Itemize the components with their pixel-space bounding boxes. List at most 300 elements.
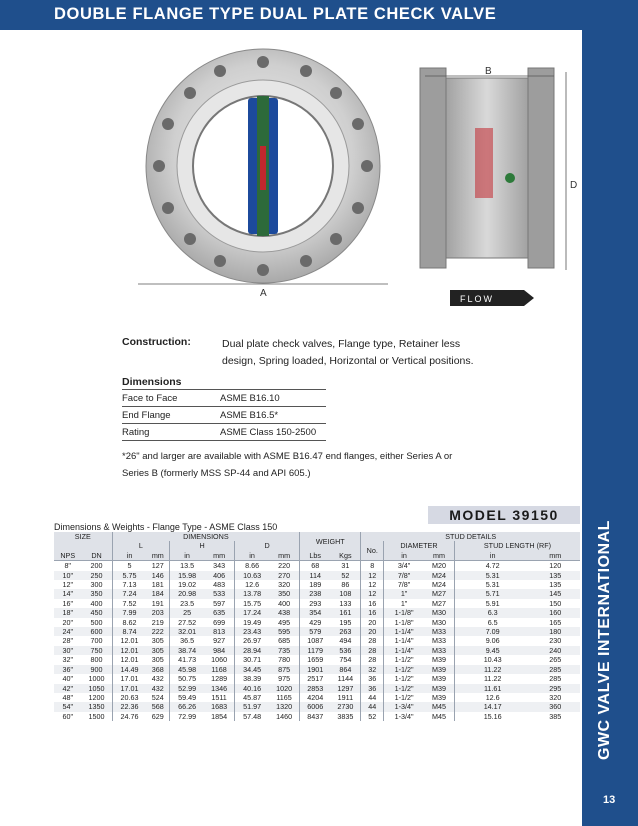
table-cell: 263 <box>330 627 361 636</box>
table-row <box>54 655 580 664</box>
table-cell: 14" <box>54 589 81 598</box>
page-title: DOUBLE FLANGE TYPE DUAL PLATE CHECK VALVE <box>54 5 497 23</box>
table-cell: 161 <box>330 608 361 617</box>
dimension-label-a: A <box>260 288 267 299</box>
table-cell: 1511 <box>204 693 235 702</box>
table-cell: 927 <box>204 636 235 645</box>
table-cell: 8 <box>361 561 384 571</box>
table-cell: 495 <box>269 618 300 627</box>
table-cell: 494 <box>330 636 361 645</box>
table-cell: 24" <box>54 627 81 636</box>
side-band <box>582 0 638 826</box>
table-cell: 400 <box>269 599 300 608</box>
table-cell: 5.91 <box>454 599 530 608</box>
table-cell: 735 <box>269 646 300 655</box>
table-cell: 40" <box>54 674 81 683</box>
table-cell: 524 <box>146 693 169 702</box>
column-header: mm <box>204 551 235 561</box>
table-cell: 8.66 <box>235 561 269 571</box>
table-cell: 285 <box>531 665 581 674</box>
table-cell: 1346 <box>204 684 235 693</box>
table-cell: 66.26 <box>170 702 204 711</box>
table-cell: 8.74 <box>112 627 146 636</box>
table-row <box>54 561 580 571</box>
table-cell: 222 <box>146 627 169 636</box>
table-cell: 27.52 <box>170 618 204 627</box>
table-cell: 135 <box>531 580 581 589</box>
table-cell: 18" <box>54 608 81 617</box>
table-cell: 350 <box>269 589 300 598</box>
table-cell: M24 <box>424 580 454 589</box>
table-cell: 54" <box>54 702 81 711</box>
table-cell: 579 <box>300 627 331 636</box>
column-header: in <box>384 551 425 561</box>
column-header: DN <box>81 551 112 561</box>
table-cell: 40.16 <box>235 684 269 693</box>
standards-table <box>122 389 326 441</box>
header-blank <box>54 541 112 550</box>
table-cell: 984 <box>204 646 235 655</box>
standards-key: Rating <box>122 424 220 441</box>
front-view <box>138 49 388 299</box>
construction-text: Dual plate check valves, Flange type, Retainer less design, Spring loaded, Horizontal or Vertical positions. <box>222 338 474 367</box>
table-cell: 400 <box>81 599 112 608</box>
table-cell: 568 <box>146 702 169 711</box>
standards-row <box>122 407 326 424</box>
table-cell: 32.01 <box>170 627 204 636</box>
table-cell: 1-1/2" <box>384 655 425 664</box>
table-cell: 350 <box>81 589 112 598</box>
table-cell: 230 <box>531 636 581 645</box>
table-cell: 5.31 <box>454 571 530 580</box>
table-cell: 41.73 <box>170 655 204 664</box>
table-cell: 180 <box>531 627 581 636</box>
column-header: mm <box>146 551 169 561</box>
table-row <box>54 618 580 627</box>
dimensions-title: Dimensions <box>122 376 182 388</box>
table-cell: 1320 <box>269 702 300 711</box>
table-cell: 7/8" <box>384 580 425 589</box>
table-cell: 500 <box>81 618 112 627</box>
column-header: in <box>454 551 530 561</box>
column-header: NPS <box>54 551 81 561</box>
table-cell: M39 <box>424 693 454 702</box>
table-row <box>54 580 580 589</box>
table-cell: 10" <box>54 571 81 580</box>
standards-row <box>122 424 326 441</box>
table-cell: M39 <box>424 655 454 664</box>
table-cell: 1-1/4" <box>384 636 425 645</box>
table-cell: 57.48 <box>235 712 269 721</box>
header-stud-no: No. <box>361 541 384 560</box>
table-cell: 1020 <box>269 684 300 693</box>
table-cell: M33 <box>424 646 454 655</box>
table-cell: 240 <box>531 646 581 655</box>
table-cell: 24.76 <box>112 712 146 721</box>
table-cell: 1168 <box>204 665 235 674</box>
table-cell: 16 <box>361 599 384 608</box>
table-cell: 360 <box>531 702 581 711</box>
table-cell: 38.74 <box>170 646 204 655</box>
table-cell: 1-1/8" <box>384 618 425 627</box>
table-row <box>54 646 580 655</box>
table-cell: 900 <box>81 665 112 674</box>
table-cell: 1000 <box>81 674 112 683</box>
header-band <box>0 0 582 30</box>
table-cell: 32 <box>361 665 384 674</box>
table-cell: 135 <box>531 571 581 580</box>
table-cell: 429 <box>300 618 331 627</box>
header-weight: WEIGHT <box>300 532 361 551</box>
model-badge: MODEL 39150 <box>428 506 580 524</box>
table-cell: 432 <box>146 674 169 683</box>
table-cell: 1683 <box>204 702 235 711</box>
table-row <box>54 693 580 702</box>
dimension-label-b: B <box>485 66 492 77</box>
table-cell: 1911 <box>330 693 361 702</box>
table-cell: 1659 <box>300 655 331 664</box>
table-cell: 4.72 <box>454 561 530 571</box>
table-row <box>54 712 580 721</box>
table-row <box>54 599 580 608</box>
standards-value: ASME B16.10 <box>220 390 326 407</box>
table-cell: 1-1/2" <box>384 665 425 674</box>
table-cell: 189 <box>300 580 331 589</box>
table-cell: 875 <box>269 665 300 674</box>
table-cell: 44 <box>361 702 384 711</box>
table-cell: 36 <box>361 684 384 693</box>
table-cell: 219 <box>146 618 169 627</box>
table-cell: 12.6 <box>235 580 269 589</box>
table-cell: 8.62 <box>112 618 146 627</box>
table-cell: M33 <box>424 636 454 645</box>
brand-name: GWC VALVE INTERNATIONAL <box>596 520 613 760</box>
table-cell: 60" <box>54 712 81 721</box>
table-cell: 1050 <box>81 684 112 693</box>
table-cell: 203 <box>146 608 169 617</box>
table-cell: 30.71 <box>235 655 269 664</box>
table-cell: 1-1/4" <box>384 627 425 636</box>
table-cell: 343 <box>204 561 235 571</box>
table-cell: 780 <box>269 655 300 664</box>
table-cell: 293 <box>300 599 331 608</box>
table-cell: 595 <box>269 627 300 636</box>
table-row <box>54 674 580 683</box>
column-header: mm <box>531 551 581 561</box>
table-cell: 150 <box>531 599 581 608</box>
table-cell: 1460 <box>269 712 300 721</box>
table-cell: 354 <box>300 608 331 617</box>
column-header: Lbs <box>300 551 331 561</box>
table-cell: 1060 <box>204 655 235 664</box>
table-row <box>54 608 580 617</box>
table-cell: 750 <box>81 646 112 655</box>
table-cell: 270 <box>269 571 300 580</box>
table-cell: 15.16 <box>454 712 530 721</box>
table-cell: M45 <box>424 712 454 721</box>
table-cell: 8" <box>54 561 81 571</box>
table-cell: 305 <box>146 655 169 664</box>
table-cell: 1350 <box>81 702 112 711</box>
table-cell: 1-1/2" <box>384 674 425 683</box>
table-cell: 133 <box>330 599 361 608</box>
table-cell: 629 <box>146 712 169 721</box>
table-cell: 11.22 <box>454 674 530 683</box>
column-units-row <box>54 551 580 561</box>
column-header: in <box>170 551 204 561</box>
table-cell: 406 <box>204 571 235 580</box>
table-row <box>54 636 580 645</box>
table-cell: 17.24 <box>235 608 269 617</box>
table-cell: 14.49 <box>112 665 146 674</box>
table-cell: 975 <box>269 674 300 683</box>
table-cell: 385 <box>531 712 581 721</box>
column-header: in <box>235 551 269 561</box>
table-cell: 165 <box>531 618 581 627</box>
table-caption: Dimensions & Weights - Flange Type - ASME Class 150 <box>54 522 278 532</box>
side-view <box>420 66 577 306</box>
table-cell: 1-1/2" <box>384 693 425 702</box>
table-cell: 120 <box>531 561 581 571</box>
page-number: 13 <box>603 794 616 806</box>
table-cell: 8437 <box>300 712 331 721</box>
table-cell: 265 <box>531 655 581 664</box>
table-cell: 7.24 <box>112 589 146 598</box>
table-cell: 320 <box>269 580 300 589</box>
table-cell: 36 <box>361 674 384 683</box>
standards-row <box>122 390 326 407</box>
table-cell: 160 <box>531 608 581 617</box>
table-cell: 1289 <box>204 674 235 683</box>
standards-key: Face to Face <box>122 390 220 407</box>
table-cell: 184 <box>146 589 169 598</box>
table-cell: 108 <box>330 589 361 598</box>
table-cell: 36" <box>54 665 81 674</box>
table-cell: M30 <box>424 608 454 617</box>
table-cell: 285 <box>531 674 581 683</box>
table-cell: 813 <box>204 627 235 636</box>
table-cell: 12 <box>361 580 384 589</box>
table-cell: 1" <box>384 589 425 598</box>
table-cell: 12 <box>361 571 384 580</box>
table-cell: 7.99 <box>112 608 146 617</box>
table-cell: 20.98 <box>170 589 204 598</box>
table-row <box>54 571 580 580</box>
table-cell: 4204 <box>300 693 331 702</box>
flange-note: *26" and larger are available with ASME B16.47 end flanges, either Series A or Series B (formerly MSS SP-44 and API 605.) <box>122 451 453 479</box>
table-cell: 368 <box>146 665 169 674</box>
table-cell: 44 <box>361 693 384 702</box>
table-cell: 181 <box>146 580 169 589</box>
table-cell: 14.17 <box>454 702 530 711</box>
table-cell: 250 <box>81 571 112 580</box>
table-cell: 50.75 <box>170 674 204 683</box>
header-stud-length: STUD LENGTH (RF) <box>454 541 580 550</box>
table-cell: 86 <box>330 580 361 589</box>
table-cell: 300 <box>81 580 112 589</box>
table-cell: 11.61 <box>454 684 530 693</box>
table-cell: 68 <box>300 561 331 571</box>
valve-illustration <box>120 48 579 310</box>
table-cell: 48" <box>54 693 81 702</box>
table-cell: 5.75 <box>112 571 146 580</box>
table-cell: M45 <box>424 702 454 711</box>
table-cell: 699 <box>204 618 235 627</box>
table-cell: 1200 <box>81 693 112 702</box>
table-cell: 600 <box>81 627 112 636</box>
table-cell: 1901 <box>300 665 331 674</box>
table-cell: 114 <box>300 571 331 580</box>
table-cell: 28 <box>361 655 384 664</box>
table-cell: 20" <box>54 618 81 627</box>
table-cell: 72.99 <box>170 712 204 721</box>
table-cell: 45.87 <box>235 693 269 702</box>
table-cell: 536 <box>330 646 361 655</box>
table-cell: M20 <box>424 561 454 571</box>
table-cell: 1165 <box>269 693 300 702</box>
table-cell: 1500 <box>81 712 112 721</box>
table-cell: 238 <box>300 589 331 598</box>
table-cell: 195 <box>330 618 361 627</box>
table-cell: 31 <box>330 561 361 571</box>
table-cell: 432 <box>146 684 169 693</box>
table-cell: M30 <box>424 618 454 627</box>
table-cell: 30" <box>54 646 81 655</box>
table-cell: 200 <box>81 561 112 571</box>
table-cell: 38.39 <box>235 674 269 683</box>
table-cell: 42" <box>54 684 81 693</box>
table-cell: 2853 <box>300 684 331 693</box>
table-cell: 635 <box>204 608 235 617</box>
table-cell: 12.01 <box>112 655 146 664</box>
table-cell: M24 <box>424 571 454 580</box>
table-cell: 10.43 <box>454 655 530 664</box>
standards-key: End Flange <box>122 407 220 424</box>
header-dimensions: DIMENSIONS <box>112 532 300 541</box>
table-cell: 7.13 <box>112 580 146 589</box>
header-l: L <box>112 541 170 550</box>
construction-label: Construction: <box>122 336 191 348</box>
table-cell: 52 <box>361 712 384 721</box>
table-cell: 450 <box>81 608 112 617</box>
standards-value: ASME B16.5* <box>220 407 326 424</box>
table-cell: M39 <box>424 674 454 683</box>
table-cell: 9.06 <box>454 636 530 645</box>
table-cell: 2730 <box>330 702 361 711</box>
table-cell: 6.5 <box>454 618 530 627</box>
table-cell: 597 <box>204 599 235 608</box>
table-cell: 1" <box>384 599 425 608</box>
table-cell: 16" <box>54 599 81 608</box>
table-cell: 19.49 <box>235 618 269 627</box>
table-cell: 127 <box>146 561 169 571</box>
table-cell: 17.01 <box>112 684 146 693</box>
table-cell: 52.99 <box>170 684 204 693</box>
table-cell: 533 <box>204 589 235 598</box>
table-cell: 32" <box>54 655 81 664</box>
table-cell: 20.63 <box>112 693 146 702</box>
table-cell: 438 <box>269 608 300 617</box>
table-cell: 28" <box>54 636 81 645</box>
table-cell: 220 <box>269 561 300 571</box>
header-stud-details: STUD DETAILS <box>361 532 580 541</box>
dimensions-weights-table <box>54 532 580 721</box>
header-d: D <box>235 541 300 550</box>
table-cell: 25 <box>170 608 204 617</box>
header-h: H <box>170 541 235 550</box>
table-cell: 26.97 <box>235 636 269 645</box>
table-cell: 23.43 <box>235 627 269 636</box>
column-header: mm <box>269 551 300 561</box>
table-cell: 12.01 <box>112 646 146 655</box>
table-cell: 5.31 <box>454 580 530 589</box>
table-cell: 7/8" <box>384 571 425 580</box>
table-row <box>54 627 580 636</box>
table-cell: 12 <box>361 589 384 598</box>
table-cell: 191 <box>146 599 169 608</box>
table-cell: 5.71 <box>454 589 530 598</box>
table-cell: 19.02 <box>170 580 204 589</box>
header-diameter: DIAMETER <box>384 541 455 550</box>
table-cell: 12.01 <box>112 636 146 645</box>
table-cell: 45.98 <box>170 665 204 674</box>
table-cell: 2517 <box>300 674 331 683</box>
table-cell: 15.98 <box>170 571 204 580</box>
table-cell: 9.45 <box>454 646 530 655</box>
table-row <box>54 589 580 598</box>
table-cell: 145 <box>531 589 581 598</box>
table-cell: 11.22 <box>454 665 530 674</box>
column-header: in <box>112 551 146 561</box>
table-cell: 12" <box>54 580 81 589</box>
table-cell: 15.75 <box>235 599 269 608</box>
table-cell: 7.52 <box>112 599 146 608</box>
table-cell: 1-1/4" <box>384 646 425 655</box>
table-cell: 28 <box>361 636 384 645</box>
table-cell: 5 <box>112 561 146 571</box>
table-cell: 20 <box>361 627 384 636</box>
table-cell: 483 <box>204 580 235 589</box>
flow-arrow-label: FLOW <box>460 294 494 304</box>
table-cell: 51.97 <box>235 702 269 711</box>
table-cell: 3/4" <box>384 561 425 571</box>
table-cell: 1-1/8" <box>384 608 425 617</box>
table-cell: 1-3/4" <box>384 712 425 721</box>
dimension-label-d: D <box>570 180 578 191</box>
table-cell: 1087 <box>300 636 331 645</box>
table-row <box>54 684 580 693</box>
table-cell: 3835 <box>330 712 361 721</box>
table-cell: 13.5 <box>170 561 204 571</box>
table-cell: M33 <box>424 627 454 636</box>
table-body <box>54 561 580 721</box>
table-cell: 320 <box>531 693 581 702</box>
column-header: mm <box>424 551 454 561</box>
table-cell: 7.09 <box>454 627 530 636</box>
table-cell: 1179 <box>300 646 331 655</box>
table-cell: 20 <box>361 618 384 627</box>
table-cell: M39 <box>424 665 454 674</box>
table-cell: 10.63 <box>235 571 269 580</box>
table-cell: 754 <box>330 655 361 664</box>
standards-value: ASME Class 150-2500 <box>220 424 326 441</box>
table-cell: 59.49 <box>170 693 204 702</box>
table-cell: 800 <box>81 655 112 664</box>
table-cell: 17.01 <box>112 674 146 683</box>
header-size: SIZE <box>54 532 112 541</box>
table-cell: 1-1/2" <box>384 684 425 693</box>
table-cell: 1854 <box>204 712 235 721</box>
